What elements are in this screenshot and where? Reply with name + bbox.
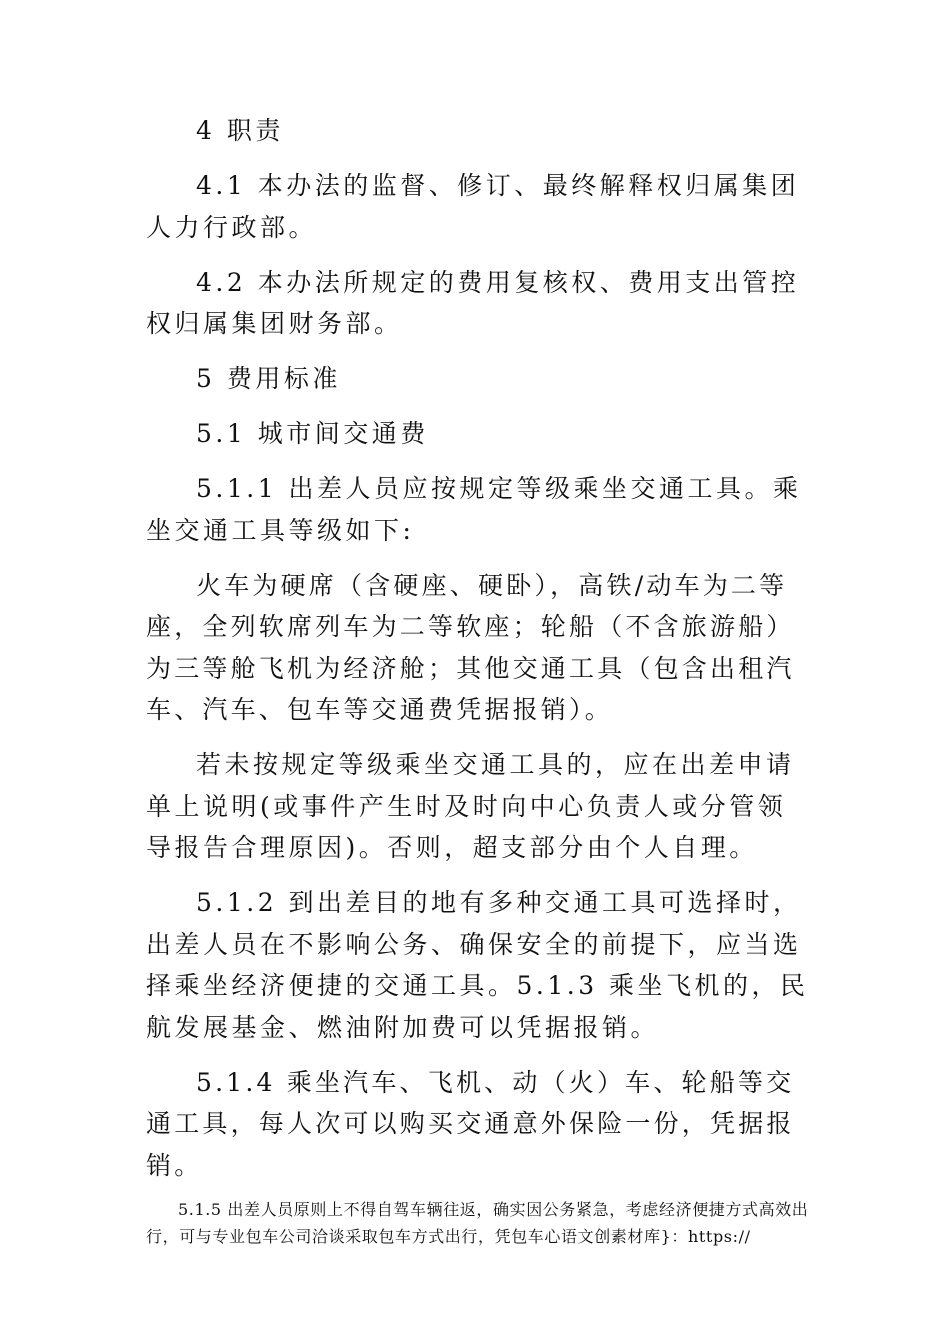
paragraph-5-1-2: 5.1.2 到出差目的地有多种交通工具可选择时，出差人员在不影响公务、确保安全的前提下，应当选择乘坐经济便捷的交通工具。5.1.3 乘坐飞机的，民航发展基金、燃油附加费可以凭据报销。 [146,888,809,1042]
section-heading-4: 4 职责 [196,116,284,145]
paragraph-exception: 若未按规定等级乘坐交通工具的，应在出差申请单上说明(或事件产生时及时向中心负责人或分管领导报告合理原因)。否则，超支部分由个人自理。 [146,750,795,862]
paragraph-5-1-4: 5.1.4 乘坐汽车、飞机、动（火）车、轮船等交通工具，每人次可以购买交通意外保险一份，凭据报销。 [146,1067,795,1180]
paragraph-4-2: 4.2 本办法所规定的费用复核权、费用支出管控权归属集团财务部。 [146,267,800,338]
document-body [146,110,810,1250]
paragraph-5-1-1: 5.1.1 出差人员应按规定等级乘坐交通工具。乘坐交通工具等级如下: [146,474,802,545]
section-heading-5: 5 费用标准 [196,364,341,393]
paragraph-4-1: 4.1 本办法的监督、修订、最终解释权归属集团人力行政部。 [146,171,800,242]
footnote-5-1-5: 5.1.5 出差人员原则上不得自驾车辆往返，确实因公务紧急，考虑经济便捷方式高效出行，可与专业包车公司洽谈采取包车方式出行，凭包车心语文创素材库}：https:// [146,1200,809,1246]
paragraph-transport-grades: 火车为硬席（含硬座、硬卧），高铁/动车为二等座，全列软席列车为二等软座；轮船（不含旅游船）为三等舱飞机为经济舱；其他交通工具（包含出租汽车、汽车、包车等交通费凭据报销）。 [146,570,795,724]
subsection-heading-5-1: 5.1 城市间交通费 [196,419,429,448]
